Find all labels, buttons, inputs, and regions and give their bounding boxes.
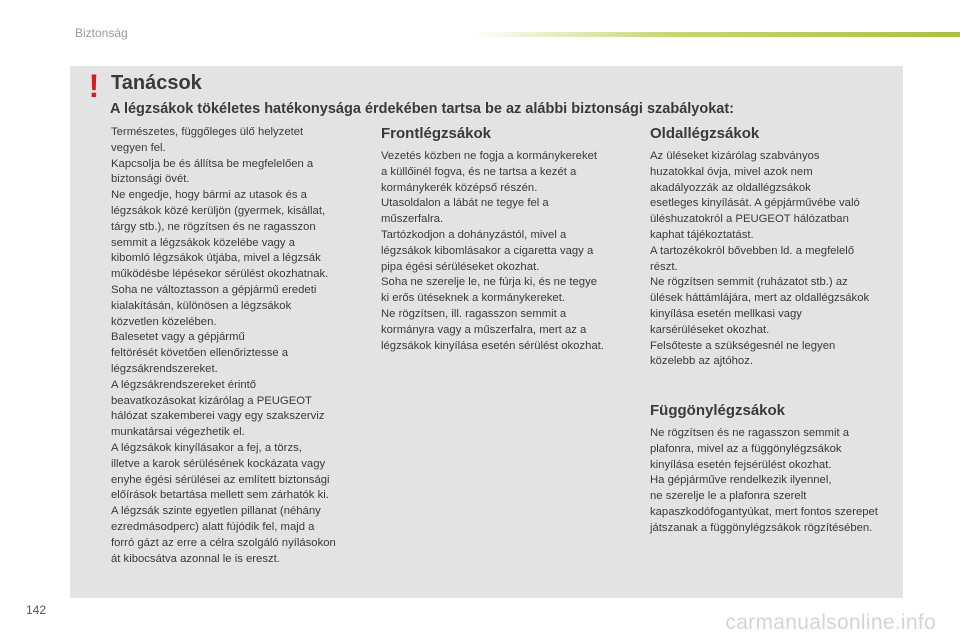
front-airbags-heading: Frontlégzsákok <box>381 125 492 142</box>
text-line: Természetes, függőleges ülő helyzetet <box>111 126 304 138</box>
text-line: kinyílása esetén fejsérülést okozhat. <box>650 458 832 471</box>
text-line: légzsákrendszereket. <box>111 362 218 375</box>
exclamation-icon: ! <box>88 68 100 104</box>
text-line: át kibocsátva azonnal le is ereszt. <box>111 552 280 565</box>
text-line: A légzsák szinte egyetlen pillanat (néhány <box>111 505 321 518</box>
text-line: üléshuzatokról a PEUGEOT hálózatban <box>650 213 849 226</box>
text-line: feltörését követően ellenőriztesse a <box>111 347 289 360</box>
text-line: semmit a légzsákok közelébe vagy a <box>111 236 295 249</box>
text-line: Ne rögzítsen semmit (ruházatot stb.) az <box>650 276 848 289</box>
watermark: carmanualsonline.info <box>725 611 936 634</box>
general-tips-column <box>111 125 361 567</box>
text-line: Ne engedje, hogy bármi az utasok és a <box>111 189 307 202</box>
text-line: kibomló légzsákok útjába, mivel a légzsák <box>111 252 321 265</box>
tips-subtitle: A légzsákok tökéletes hatékonysága érdekében tartsa be az alábbi biztonsági szabályokat: <box>110 101 734 117</box>
text-line: részt. <box>650 260 678 273</box>
text-line: légzsákok kinyílása esetén sérülést okozhat. <box>381 339 604 352</box>
text-line: A tartozékokról bővebben ld. a megfelelő <box>650 244 855 257</box>
text-line: Soha ne változtasson a gépjármű eredeti <box>111 283 317 296</box>
text-line: pipa égési sérüléseket okozhat. <box>381 260 540 273</box>
text-line: ne szerelje le a plafonra szerelt <box>650 490 807 503</box>
text-line: kaphat tájékoztatást. <box>650 228 754 241</box>
side-airbags-heading: Oldallégzsákok <box>650 125 760 142</box>
text-line: közelebb az ajtóhoz. <box>650 355 753 368</box>
tips-title: Tanácsok <box>111 72 202 94</box>
text-line: forró gázt az erre a célra szolgáló nyílásokon <box>111 536 336 549</box>
text-line: karsérüléseket okozhat. <box>650 323 770 336</box>
section-label: Biztonság <box>75 26 128 40</box>
text-line: munkatársai végezhetik el. <box>111 426 245 439</box>
text-line: ülések háttámlájára, mert az oldallégzsákok <box>650 292 870 305</box>
text-line: illetve a karok sérülésének kockázata vagy <box>111 457 326 470</box>
curtain-airbags-heading: Függönylégzsákok <box>650 402 786 419</box>
text-line: Ne rögzítsen, ill. ragasszon semmit a <box>381 307 567 320</box>
text-line: kapaszkodófogantyúkat, mert fontos szerepet <box>650 505 878 518</box>
text-line: A légzsákrendszereket érintő <box>111 378 257 391</box>
text-line: kinyílása esetén mellkasi vagy <box>650 307 802 320</box>
page-number: 142 <box>26 603 47 617</box>
text-line: enyhe égési sérülései az említett biztonsági <box>111 473 330 486</box>
front-airbags-column <box>381 149 631 354</box>
text-line: Balesetet vagy a gépjármű <box>111 331 245 344</box>
text-line: Felsőteste a szükségesnél ne legyen <box>650 339 836 352</box>
text-line: játszanak a függönylégzsákok rögzítésében. <box>650 521 873 534</box>
text-line: kormánykerék középső részén. <box>381 181 538 194</box>
text-line: Ne rögzítsen és ne ragasszon semmit a <box>650 427 850 439</box>
curtain-airbags-column <box>650 426 905 537</box>
text-line: beavatkozásokat kizárólag a PEUGEOT <box>111 394 312 407</box>
text-line: előírások betartása mellett sem zárhatók ki. <box>111 489 329 502</box>
text-line: Kapcsolja be és állítsa be megfelelően a <box>111 157 314 170</box>
text-line: működésbe lépésekor sérülést okozhatnak. <box>111 268 329 281</box>
text-line: műszerfalra. <box>381 213 444 226</box>
text-line: tárgy stb.), ne rögzítsen és ne ragasszon <box>111 220 316 233</box>
text-line: akadályozzák az oldallégzsákok <box>650 181 811 194</box>
text-line: plafonra, mivel az a függönylégzsákok <box>650 442 842 455</box>
text-line: kialakításán, különösen a légzsákok <box>111 299 292 312</box>
text-line: Az üléseket kizárólag szabványos <box>650 150 820 162</box>
text-line: huzatokkal óvja, mivel azok nem <box>650 165 813 178</box>
header-divider <box>470 32 960 37</box>
text-line: Soha ne szerelje le, ne fúrja ki, és ne tegye <box>381 276 598 289</box>
text-line: légzsákok kibomlásakor a cigaretta vagy a <box>381 244 594 257</box>
text-line: a küllőinél fogva, és ne tartsa a kezét a <box>381 165 577 178</box>
text-line: esetleges kinyílását. A gépjárművébe való <box>650 197 860 210</box>
text-line: ki erős ütéseknek a kormánykereket. <box>381 292 565 305</box>
text-line: kormányra vagy a műszerfalra, mert az a <box>381 323 587 336</box>
text-line: légzsákok közé kerüljön (gyermek, kisállat, <box>111 204 326 217</box>
text-line: ezredmásodperc) alatt fújódik fel, majd a <box>111 520 315 533</box>
text-line: Utasoldalon a lábát ne tegye fel a <box>381 197 549 210</box>
text-line: vegyen fel. <box>111 141 166 154</box>
text-line: Vezetés közben ne fogja a kormánykereket <box>381 150 598 162</box>
text-line: biztonsági övét. <box>111 173 190 186</box>
text-line: Tartózkodjon a dohányzástól, mivel a <box>381 228 567 241</box>
text-line: hálózat szakemberei vagy egy szakszerviz <box>111 410 325 423</box>
text-line: Ha gépjárműve rendelkezik ilyennel, <box>650 474 832 487</box>
text-line: A légzsákok kinyílásakor a fej, a törzs, <box>111 441 302 454</box>
text-line: közvetlen közelében. <box>111 315 217 328</box>
side-airbags-column <box>650 149 905 370</box>
